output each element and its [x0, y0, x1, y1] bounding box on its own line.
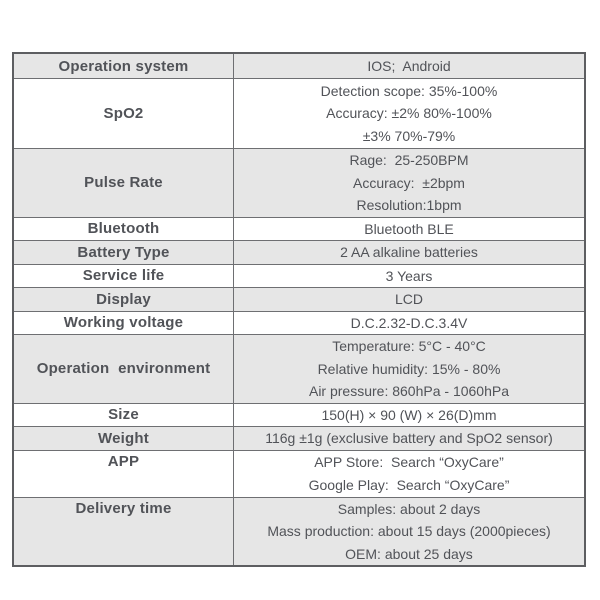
spec-value-line: IOS; Android — [367, 57, 451, 74]
spec-label: SpO2 — [103, 105, 144, 122]
spec-value-cell — [234, 265, 584, 288]
spec-label-cell — [14, 451, 234, 497]
spec-value-line: Bluetooth BLE — [364, 220, 454, 237]
spec-label-cell — [14, 404, 234, 427]
spec-label-cell — [14, 241, 234, 264]
spec-value-line: 150(H) × 90 (W) × 26(D)mm — [321, 406, 497, 423]
spec-value-line: Samples: about 2 days — [337, 500, 481, 517]
spec-table — [12, 52, 586, 567]
spec-value-line: 2 AA alkaline batteries — [340, 244, 478, 260]
spec-value-line: Google Play: Search “OxyCare” — [308, 476, 510, 493]
table-row — [14, 403, 584, 427]
spec-label-cell — [14, 312, 234, 335]
spec-value-line: Accuracy: ±2% 80%-100% — [326, 105, 492, 122]
table-row — [14, 287, 584, 311]
table-row — [14, 264, 584, 288]
spec-label: Operation system — [58, 57, 189, 75]
table-row — [14, 426, 584, 450]
spec-value-cell — [234, 451, 584, 497]
spec-label-cell — [14, 288, 234, 311]
spec-value-cell — [234, 218, 584, 241]
spec-value-line: 3 Years — [385, 267, 433, 284]
spec-value-line: ±3% 70%-79% — [362, 127, 456, 144]
spec-label-cell — [14, 265, 234, 288]
spec-value-cell — [234, 427, 584, 450]
spec-label-cell — [14, 54, 234, 78]
spec-value-cell — [234, 79, 584, 148]
spec-label: Battery Type — [77, 243, 170, 261]
spec-label: Bluetooth — [87, 220, 160, 238]
spec-label-cell — [14, 79, 234, 148]
spec-value-line: Mass production: about 15 days (2000pieces) — [267, 523, 551, 539]
spec-value-line: Resolution:1bpm — [356, 197, 462, 213]
spec-label: Weight — [98, 429, 149, 447]
spec-label: Delivery time — [75, 499, 172, 517]
table-row — [14, 78, 584, 148]
spec-value-cell — [234, 312, 584, 335]
spec-label: Service life — [82, 267, 165, 285]
spec-label: Working voltage — [63, 314, 184, 332]
spec-value-cell — [234, 241, 584, 264]
table-row — [14, 334, 584, 403]
spec-value-line: Accuracy: ±2bpm — [353, 174, 465, 191]
spec-value-line: Air pressure: 860hPa - 1060hPa — [308, 383, 509, 399]
spec-value-cell — [234, 498, 584, 566]
spec-value-line: Temperature: 5°C - 40°C — [332, 338, 486, 354]
table-row — [14, 311, 584, 335]
spec-label-cell — [14, 218, 234, 241]
table-row — [14, 148, 584, 217]
spec-value-line: Rage: 25-250BPM — [349, 152, 469, 168]
table-row — [14, 54, 584, 78]
table-row — [14, 497, 584, 566]
spec-value-line: Detection scope: 35%-100% — [320, 82, 498, 99]
spec-value-line: OEM: about 25 days — [345, 545, 473, 562]
spec-label-cell — [14, 498, 234, 566]
spec-label: Size — [108, 406, 139, 424]
spec-value-cell — [234, 54, 584, 78]
spec-value-cell — [234, 288, 584, 311]
spec-value-line: D.C.2.32-D.C.3.4V — [350, 314, 468, 331]
spec-label: Pulse Rate — [84, 174, 163, 192]
spec-label-cell — [14, 149, 234, 217]
spec-label: APP — [107, 452, 140, 470]
spec-value-line: 116g ±1g (exclusive battery and SpO2 sensor) — [265, 430, 553, 446]
table-row — [14, 240, 584, 264]
table-row — [14, 450, 584, 497]
spec-label-cell — [14, 427, 234, 450]
spec-label: Operation environment — [36, 360, 211, 378]
spec-label-cell — [14, 335, 234, 403]
spec-value-line: APP Store: Search “OxyCare” — [314, 454, 504, 470]
spec-value-line: Relative humidity: 15% - 80% — [317, 360, 501, 377]
table-row — [14, 217, 584, 241]
spec-label: Display — [96, 290, 151, 308]
spec-value-cell — [234, 404, 584, 427]
spec-value-cell — [234, 335, 584, 403]
spec-value-line: LCD — [394, 291, 423, 307]
spec-value-cell — [234, 149, 584, 217]
